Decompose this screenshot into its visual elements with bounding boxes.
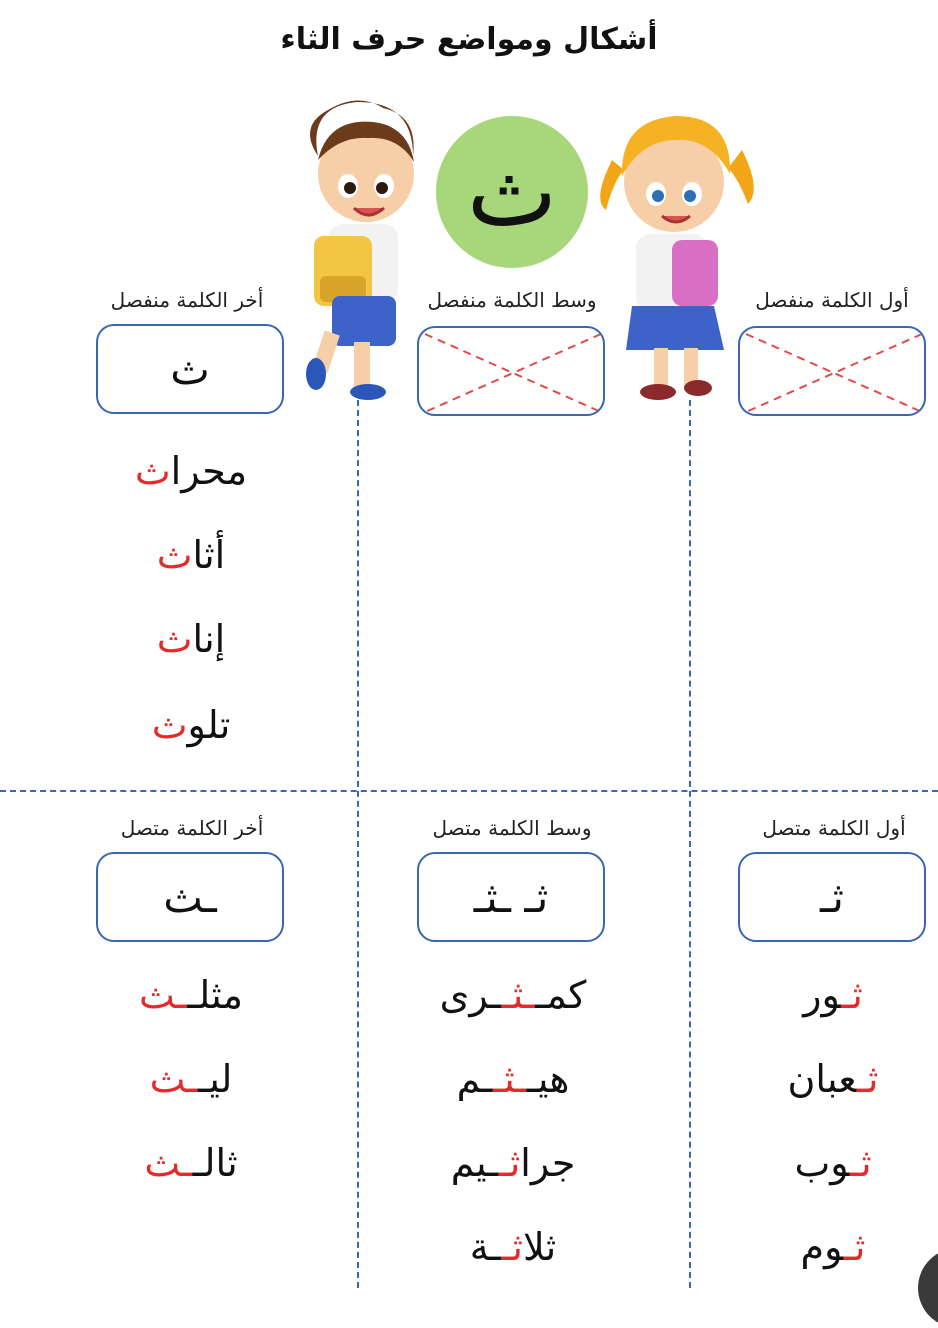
- end-separate-form-box: [96, 324, 284, 414]
- start-separate-not-applicable-box: [738, 326, 926, 416]
- word-end-connected: ثالــث: [144, 1141, 238, 1185]
- word-end-connected: مثلــث: [139, 973, 243, 1017]
- word-middle-connected: ثلاثــة: [469, 1225, 557, 1269]
- label-end-connected: أخر الكلمة متصل: [120, 816, 264, 840]
- word-start-connected: ثـوم: [800, 1225, 866, 1269]
- word-end-connected: ليــث: [149, 1057, 233, 1101]
- word-start-connected: ثـور: [803, 973, 863, 1017]
- label-middle-connected: وسط الكلمة متصل: [432, 816, 592, 840]
- word-start-connected: ثـوب: [794, 1141, 872, 1185]
- column-divider-left: [357, 400, 359, 1288]
- featured-letter-circle: [436, 116, 588, 268]
- girl-with-backpack-illustration: [592, 100, 756, 404]
- crossed-out-mark: [419, 328, 605, 416]
- end-connected-form-box: [96, 852, 284, 942]
- column-divider-right: [689, 400, 691, 1288]
- middle-connected-form-box: [417, 852, 605, 942]
- word-start-connected: ثـعبان: [787, 1057, 879, 1101]
- word-middle-connected: كمــثــرى: [439, 973, 587, 1017]
- middle-separate-not-applicable-box: [417, 326, 605, 416]
- end-separate-form: ث: [170, 344, 210, 394]
- label-start-separate: أول الكلمة منفصل: [755, 288, 909, 312]
- label-middle-separate: وسط الكلمة منفصل: [427, 288, 597, 312]
- start-connected-form-box: [738, 852, 926, 942]
- end-connected-form: ـث: [163, 872, 217, 922]
- boy-with-backpack-illustration: [288, 96, 428, 404]
- start-connected-form: ثـ: [820, 872, 844, 922]
- word-end-separate: تلوث: [151, 703, 231, 747]
- middle-connected-form: ثـ ـثـ: [473, 872, 549, 922]
- word-middle-connected: هيــثــم: [456, 1057, 570, 1101]
- word-end-separate: أثاث: [156, 533, 226, 577]
- word-end-separate: إناث: [156, 617, 226, 661]
- section-divider: [0, 790, 938, 792]
- page-title: أشكال ومواضع حرف الثاء: [280, 22, 658, 57]
- label-end-separate: أخر الكلمة منفصل: [110, 288, 264, 312]
- crossed-out-mark: [740, 328, 926, 416]
- featured-letter: ث: [466, 136, 558, 248]
- word-middle-connected: جراثــيم: [450, 1141, 576, 1185]
- word-end-separate: محراث: [134, 449, 248, 493]
- label-start-connected: أول الكلمة متصل: [762, 816, 906, 840]
